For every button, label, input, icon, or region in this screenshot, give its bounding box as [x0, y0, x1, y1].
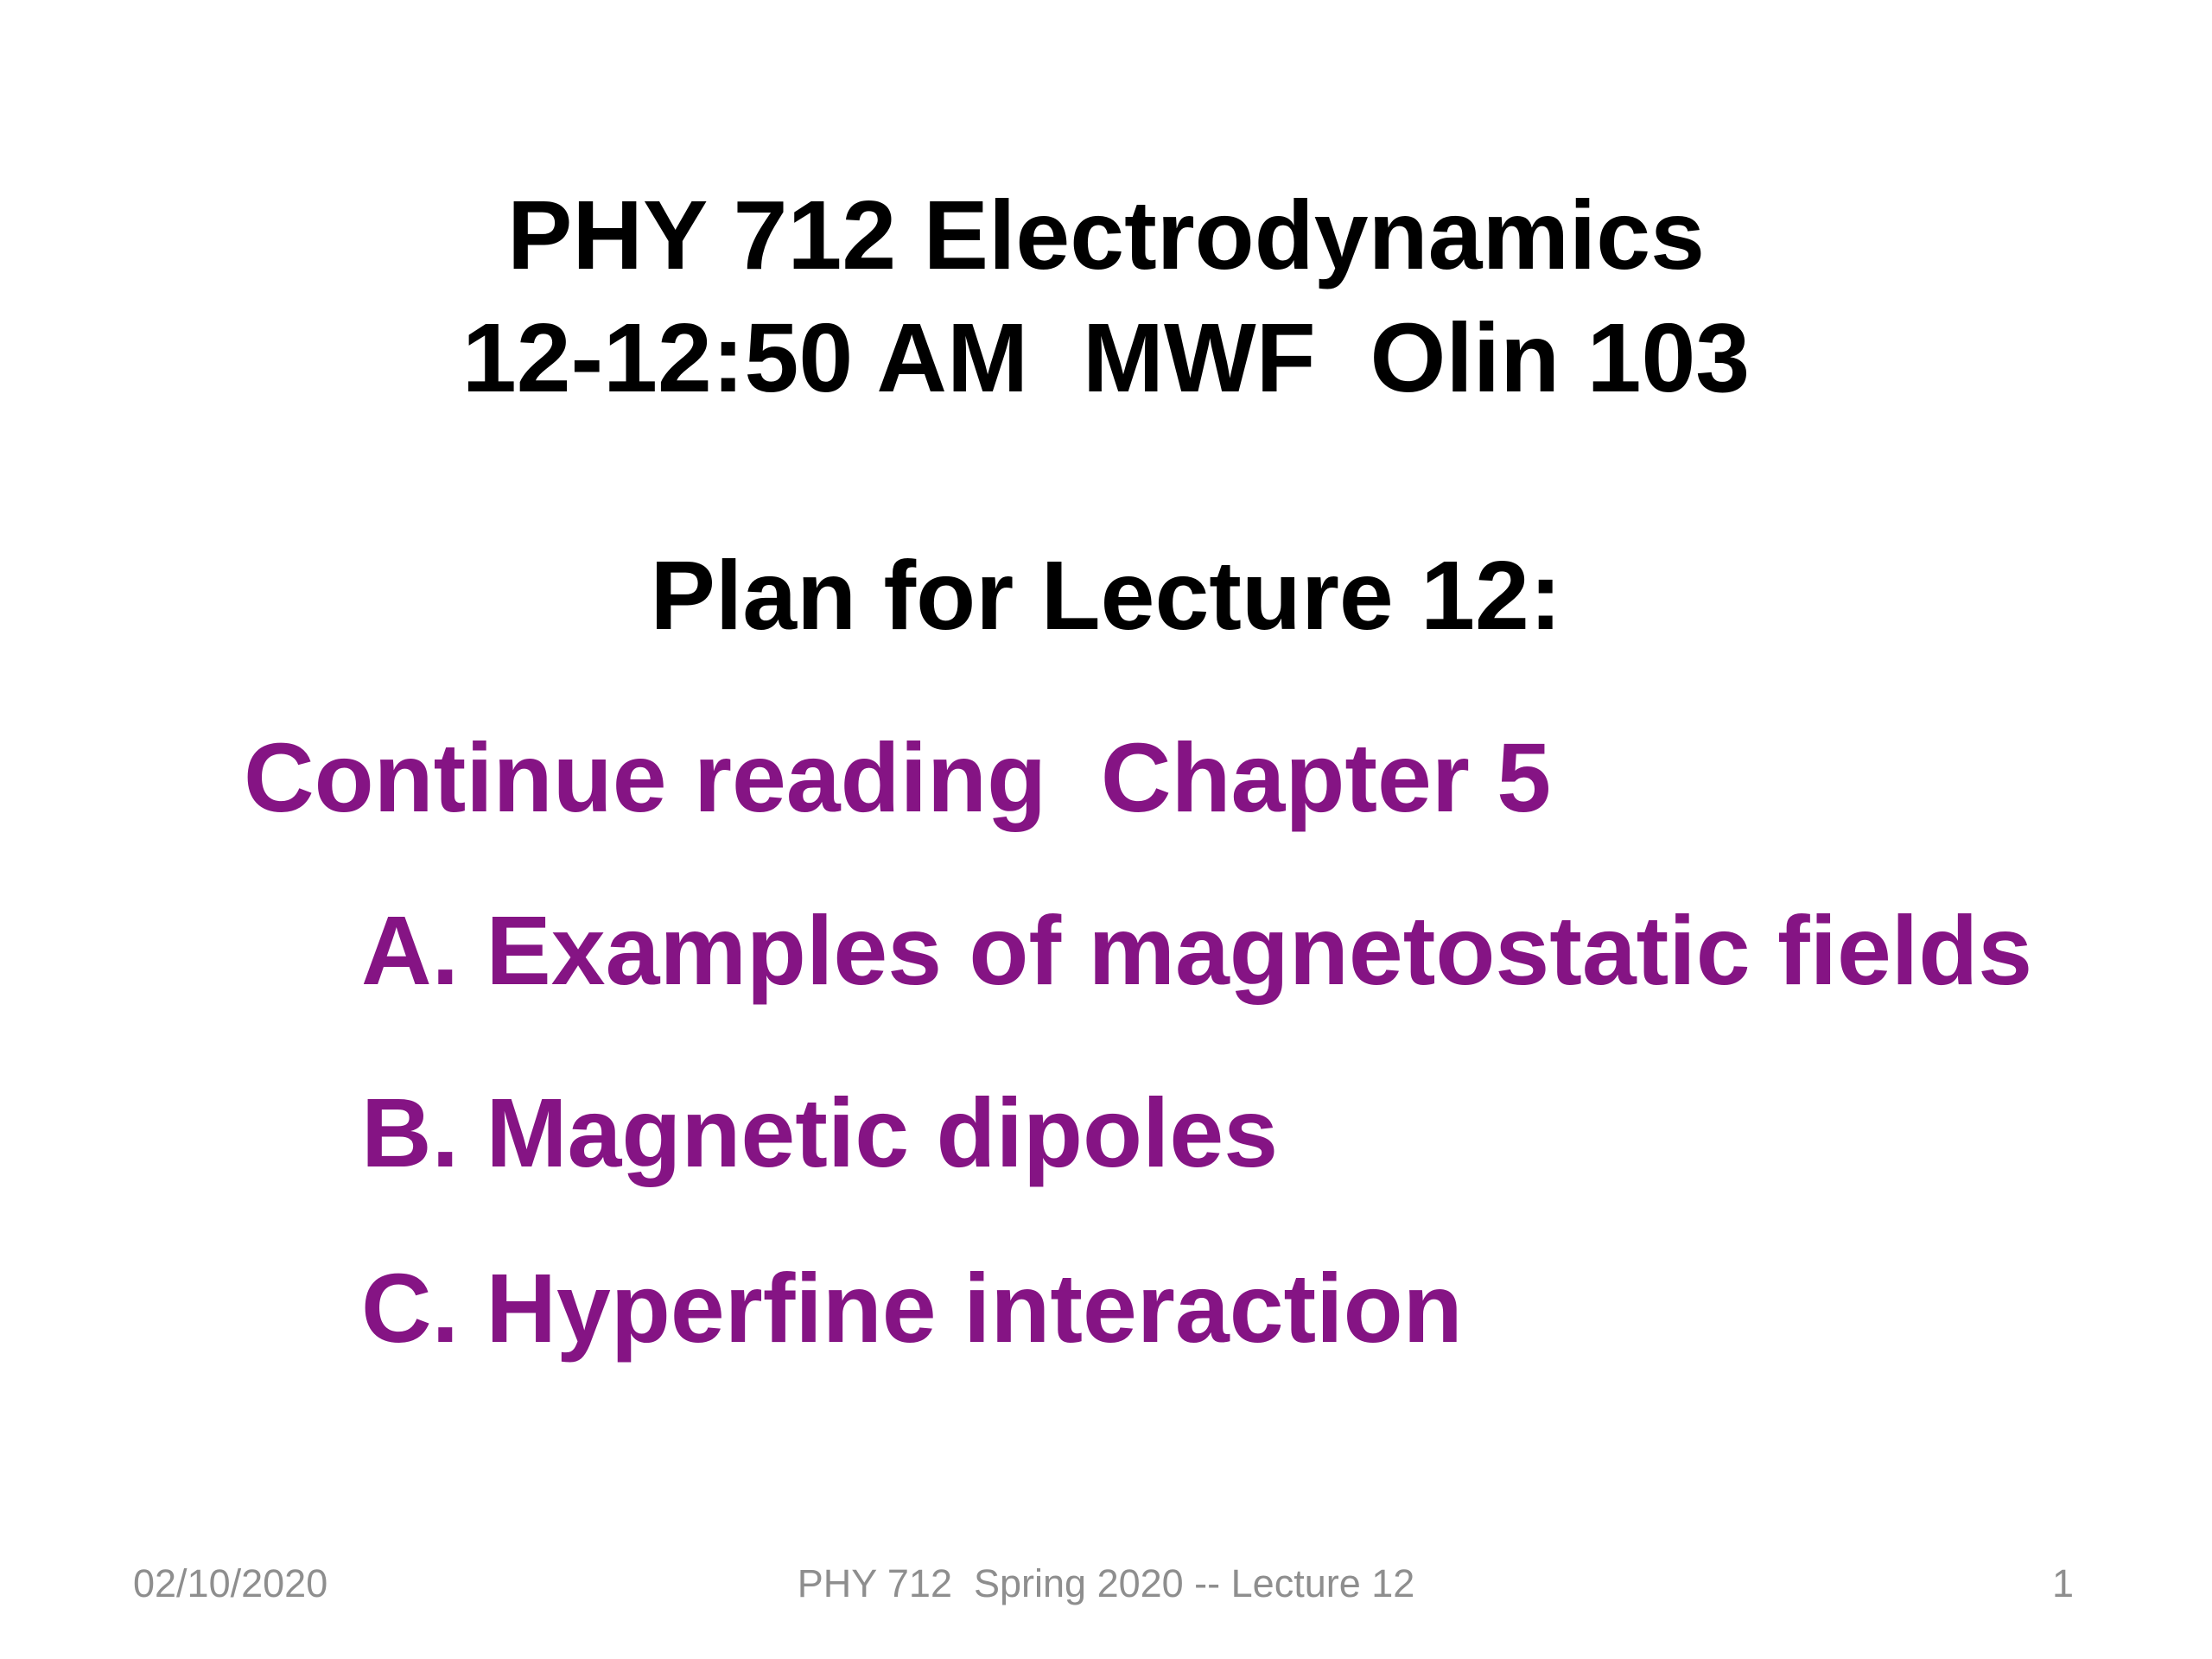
reading-note: Continue reading Chapter 5 — [244, 723, 1552, 832]
slide-title-line2: 12-12:50 AM MWF Olin 103 — [461, 303, 1751, 412]
outline-item-c: C. Hyperfine interaction — [361, 1254, 1463, 1363]
outline-item-a: A. Examples of magnetostatic fields — [361, 896, 2033, 1005]
footer-date: 02/10/2020 — [133, 1561, 328, 1605]
footer-course-label: PHY 712 Spring 2020 -- Lecture 12 — [797, 1561, 1415, 1605]
outline-item-b: B. Magnetic dipoles — [361, 1078, 1279, 1187]
slide-title-line1: PHY 712 Electrodynamics — [506, 181, 1705, 289]
footer-page-number: 1 — [2051, 1561, 2074, 1605]
plan-heading: Plan for Lecture 12: — [650, 541, 1562, 650]
